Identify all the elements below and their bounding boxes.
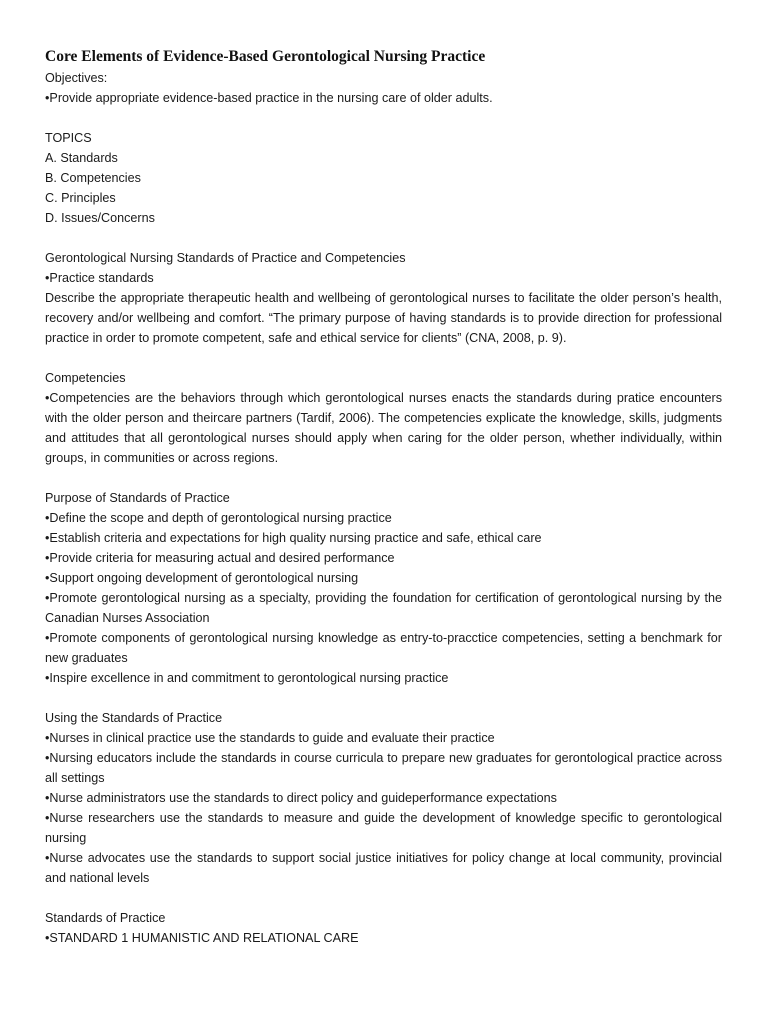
spacer	[45, 688, 722, 708]
practice-standards-bullet: • Practice standards	[45, 268, 722, 288]
spacer	[45, 108, 722, 128]
competencies-heading: Competencies	[45, 371, 126, 385]
objectives-section	[45, 68, 722, 108]
standard-item: • STANDARD 1 HUMANISTIC AND RELATIONAL CARE	[45, 928, 722, 948]
purpose-item: • Promote components of gerontological nursing knowledge as entry-to-pracctice competencies, setting a benchmark for new graduates	[45, 628, 722, 668]
standards-of-practice-section	[45, 908, 722, 948]
using-item: • Nurses in clinical practice use the standards to guide and evaluate their practice	[45, 728, 722, 748]
standards-competencies-section	[45, 248, 722, 348]
purpose-item: • Define the scope and depth of gerontological nursing practice	[45, 508, 722, 528]
purpose-heading: Purpose of Standards of Practice	[45, 491, 230, 505]
purpose-item: • Provide criteria for measuring actual and desired performance	[45, 548, 722, 568]
using-section	[45, 708, 722, 888]
topic-item: D. Issues/Concerns	[45, 211, 155, 225]
topic-item: C. Principles	[45, 191, 116, 205]
spacer	[45, 888, 722, 908]
document-title: Core Elements of Evidence-Based Gerontological Nursing Practice	[45, 48, 486, 65]
standards-of-practice-heading: Standards of Practice	[45, 911, 166, 925]
spacer	[45, 228, 722, 248]
purpose-item: • Inspire excellence in and commitment to gerontological nursing practice	[45, 668, 722, 688]
standards-competencies-heading: Gerontological Nursing Standards of Practice and Competencies	[45, 251, 406, 265]
objective-item: • Provide appropriate evidence-based practice in the nursing care of older adults.	[45, 88, 722, 108]
topics-heading: TOPICS	[45, 131, 92, 145]
purpose-section	[45, 488, 722, 688]
standards-paragraph: Describe the appropriate therapeutic health and wellbeing of gerontological nurses to facilitate the older person’s health, recovery and/or wellbeing and comfort. “The primary purpose of having standards is to provide direction for professional practice in order to promote competent, safe and ethical service for clients” (CNA, 2008, p. 9).	[45, 291, 722, 345]
using-item: • Nurse researchers use the standards to measure and guide the development of knowledge specific to gerontological nursing	[45, 808, 722, 848]
using-item: • Nurse administrators use the standards to direct policy and guideperformance expectations	[45, 788, 722, 808]
using-item: • Nursing educators include the standards in course curricula to prepare new graduates for gerontological practice across all settings	[45, 748, 722, 788]
purpose-item: • Promote gerontological nursing as a specialty, providing the foundation for certification of gerontological nursing by the Canadian Nurses Association	[45, 588, 722, 628]
using-heading: Using the Standards of Practice	[45, 711, 223, 725]
competencies-paragraph: • Competencies are the behaviors through which gerontological nurses enacts the standards during pratice encounters with the older person and theircare partners (Tardif, 2006). The competencies explicate the knowledge, skills, judgments and attitudes that all gerontological nurses should apply when caring for the older person, whether individually, within groups, in communities or across regions.	[45, 388, 722, 468]
document-page	[45, 46, 722, 948]
purpose-item: • Establish criteria and expectations for high quality nursing practice and safe, ethical care	[45, 528, 722, 548]
spacer	[45, 348, 722, 368]
competencies-section	[45, 368, 722, 468]
topic-item: B. Competencies	[45, 171, 141, 185]
topics-section	[45, 128, 722, 228]
topic-item: A. Standards	[45, 151, 118, 165]
spacer	[45, 468, 722, 488]
objectives-heading: Objectives:	[45, 71, 108, 85]
using-item: • Nurse advocates use the standards to support social justice initiatives for policy change at local community, provincial and national levels	[45, 848, 722, 888]
purpose-item: • Support ongoing development of gerontological nursing	[45, 568, 722, 588]
